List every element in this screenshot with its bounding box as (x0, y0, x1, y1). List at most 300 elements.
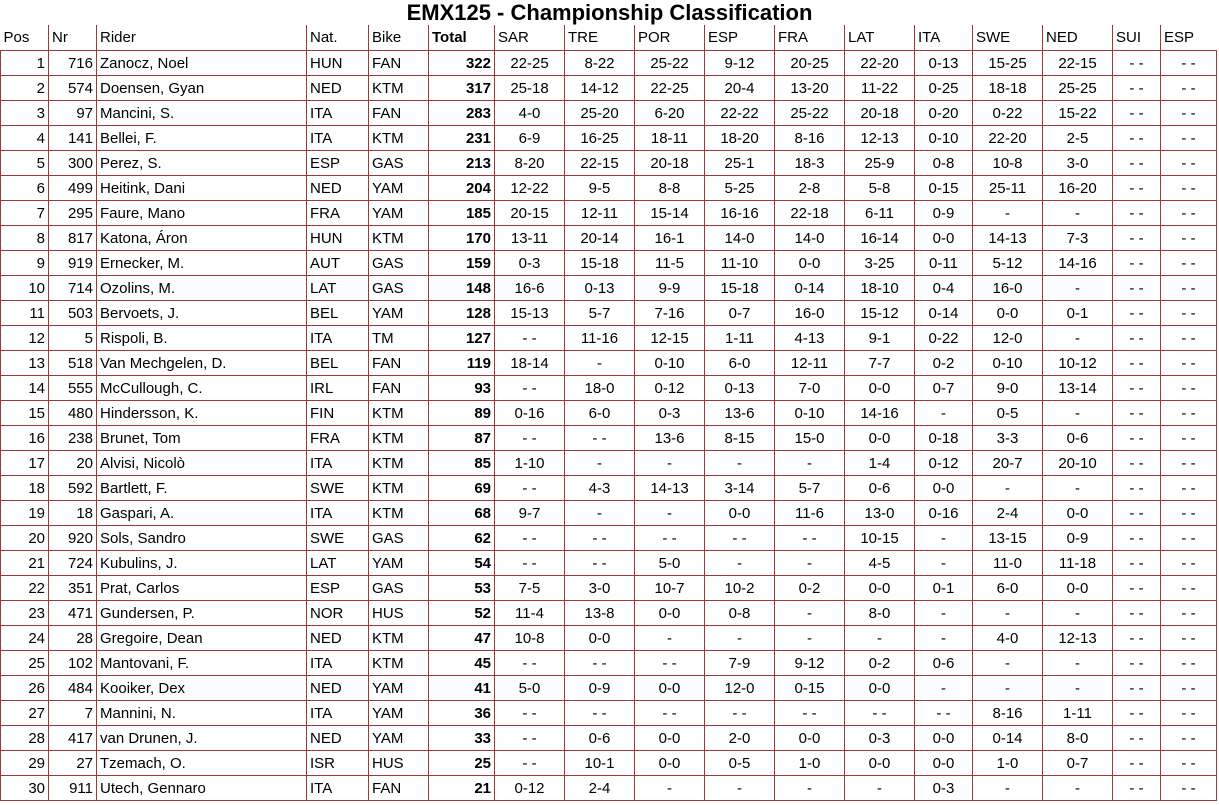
result-cell: - (775, 451, 845, 476)
result-cell: 0-1 (915, 576, 973, 601)
result-cell: 22-20 (845, 51, 915, 76)
table-row (1, 451, 1217, 476)
result-cell: 0-0 (705, 501, 775, 526)
number-cell: 141 (49, 126, 97, 151)
result-cell: 4-0 (495, 101, 565, 126)
result-cell: 0-2 (915, 351, 973, 376)
result-cell: 0-0 (775, 726, 845, 751)
rider-cell: Prat, Carlos (97, 576, 307, 601)
number-cell: 7 (49, 701, 97, 726)
table-row (1, 251, 1217, 276)
result-cell: 6-20 (635, 101, 705, 126)
table-row (1, 776, 1217, 801)
table-row (1, 401, 1217, 426)
result-cell: 8-0 (845, 601, 915, 626)
result-cell: 9-12 (705, 51, 775, 76)
result-cell: - - (1113, 401, 1161, 426)
result-cell: - - (1161, 126, 1217, 151)
rider-cell: Mantovani, F. (97, 651, 307, 676)
total-cell: 69 (429, 476, 495, 501)
nation-cell: ESP (307, 151, 369, 176)
bike-cell: GAS (369, 576, 429, 601)
result-cell: 16-16 (705, 201, 775, 226)
result-cell: - (973, 651, 1043, 676)
result-cell: 8-20 (495, 151, 565, 176)
nation-cell: HUN (307, 51, 369, 76)
nation-cell: NED (307, 626, 369, 651)
table-header-row (1, 25, 1217, 51)
result-cell: 20-25 (775, 51, 845, 76)
result-cell: 22-22 (705, 101, 775, 126)
bike-cell: YAM (369, 726, 429, 751)
result-cell: - - (1161, 251, 1217, 276)
result-cell: - (845, 776, 915, 801)
number-cell: 920 (49, 526, 97, 551)
number-cell: 480 (49, 401, 97, 426)
result-cell: - (635, 776, 705, 801)
result-cell: 0-22 (915, 326, 973, 351)
table-row (1, 101, 1217, 126)
position-cell: 21 (1, 551, 49, 576)
result-cell: 18-20 (705, 126, 775, 151)
result-cell: 13-14 (1043, 376, 1113, 401)
result-cell: - - (1161, 451, 1217, 476)
result-cell: - (775, 551, 845, 576)
result-cell: 22-25 (495, 51, 565, 76)
rider-cell: Faure, Mano (97, 201, 307, 226)
table-row (1, 501, 1217, 526)
page-title: EMX125 - Championship Classification (406, 0, 813, 25)
result-cell: - (705, 451, 775, 476)
position-cell: 5 (1, 151, 49, 176)
rider-cell: Perez, S. (97, 151, 307, 176)
result-cell: 7-7 (845, 351, 915, 376)
result-cell: 0-2 (775, 576, 845, 601)
result-cell: - - (495, 701, 565, 726)
result-cell: - - (495, 476, 565, 501)
number-cell: 18 (49, 501, 97, 526)
result-cell: 14-16 (1043, 251, 1113, 276)
result-cell: - - (495, 751, 565, 776)
table-row (1, 651, 1217, 676)
bike-cell: GAS (369, 526, 429, 551)
position-cell: 7 (1, 201, 49, 226)
result-cell: 0-7 (915, 376, 973, 401)
table-row (1, 626, 1217, 651)
result-cell: 20-18 (845, 101, 915, 126)
total-cell: 68 (429, 501, 495, 526)
result-cell: - (635, 451, 705, 476)
result-cell: - - (1113, 126, 1161, 151)
bike-cell: FAN (369, 376, 429, 401)
result-cell: 0-0 (845, 376, 915, 401)
result-cell: - - (1161, 276, 1217, 301)
result-cell: 9-1 (845, 326, 915, 351)
rider-cell: Mancini, S. (97, 101, 307, 126)
result-cell: 11-6 (775, 501, 845, 526)
nation-cell: NED (307, 726, 369, 751)
result-cell: - - (635, 701, 705, 726)
result-cell: 2-0 (705, 726, 775, 751)
total-cell: 119 (429, 351, 495, 376)
result-cell: 13-11 (495, 226, 565, 251)
bike-cell: GAS (369, 251, 429, 276)
table-row (1, 676, 1217, 701)
total-cell: 33 (429, 726, 495, 751)
position-cell: 27 (1, 701, 49, 726)
result-cell: - - (1113, 476, 1161, 501)
rider-cell: Mannini, N. (97, 701, 307, 726)
position-cell: 18 (1, 476, 49, 501)
position-cell: 2 (1, 76, 49, 101)
result-cell: - (565, 451, 635, 476)
result-cell: 16-25 (565, 126, 635, 151)
result-cell: - (565, 501, 635, 526)
result-cell: 11-0 (973, 551, 1043, 576)
result-cell: - - (565, 526, 635, 551)
result-cell: 22-18 (775, 201, 845, 226)
result-cell: - - (1113, 101, 1161, 126)
result-cell: 0-16 (495, 401, 565, 426)
number-cell: 714 (49, 276, 97, 301)
result-cell: 0-0 (635, 601, 705, 626)
rider-cell: Kooiker, Dex (97, 676, 307, 701)
result-cell: - - (1113, 76, 1161, 101)
result-cell: 0-12 (495, 776, 565, 801)
bike-cell: YAM (369, 201, 429, 226)
bike-cell: FAN (369, 351, 429, 376)
result-cell: - (973, 201, 1043, 226)
result-cell: - (1043, 201, 1113, 226)
rider-cell: Doensen, Gyan (97, 76, 307, 101)
result-cell: 15-0 (775, 426, 845, 451)
total-cell: 47 (429, 626, 495, 651)
result-cell: - - (1113, 376, 1161, 401)
result-cell: 0-14 (775, 276, 845, 301)
rider-cell: Katona, Áron (97, 226, 307, 251)
result-cell: - - (1113, 676, 1161, 701)
total-cell: 128 (429, 301, 495, 326)
result-cell: 1-0 (973, 751, 1043, 776)
result-cell: - (1043, 326, 1113, 351)
rider-cell: Sols, Sandro (97, 526, 307, 551)
result-cell: 20-18 (635, 151, 705, 176)
result-cell: 10-15 (845, 526, 915, 551)
result-cell: 0-0 (845, 676, 915, 701)
result-cell: 14-16 (845, 401, 915, 426)
number-cell: 518 (49, 351, 97, 376)
result-cell: 0-16 (915, 501, 973, 526)
total-cell: 85 (429, 451, 495, 476)
nation-cell: FRA (307, 426, 369, 451)
column-header: FRA (775, 25, 845, 51)
nation-cell: ISR (307, 751, 369, 776)
result-cell: - (845, 626, 915, 651)
bike-cell: HUS (369, 751, 429, 776)
result-cell: 3-14 (705, 476, 775, 501)
result-cell: 0-25 (915, 76, 973, 101)
result-cell: - - (495, 526, 565, 551)
result-cell: 0-0 (1043, 501, 1113, 526)
rider-cell: Gaspari, A. (97, 501, 307, 526)
result-cell: 0-0 (845, 751, 915, 776)
result-cell: - - (1161, 651, 1217, 676)
result-cell: 3-3 (973, 426, 1043, 451)
result-cell: 13-15 (973, 526, 1043, 551)
position-cell: 13 (1, 351, 49, 376)
result-cell: - (915, 676, 973, 701)
number-cell: 484 (49, 676, 97, 701)
position-cell: 24 (1, 626, 49, 651)
table-row (1, 326, 1217, 351)
position-cell: 25 (1, 651, 49, 676)
table-row (1, 576, 1217, 601)
rider-cell: Utech, Gennaro (97, 776, 307, 801)
result-cell: 0-13 (565, 276, 635, 301)
result-cell: - - (1113, 751, 1161, 776)
result-cell: 0-13 (915, 51, 973, 76)
table-row (1, 426, 1217, 451)
table-row (1, 476, 1217, 501)
result-cell: 0-0 (565, 626, 635, 651)
result-cell: - - (845, 701, 915, 726)
result-cell: 16-0 (973, 276, 1043, 301)
position-cell: 11 (1, 301, 49, 326)
position-cell: 20 (1, 526, 49, 551)
number-cell: 295 (49, 201, 97, 226)
result-cell: - (565, 351, 635, 376)
total-cell: 185 (429, 201, 495, 226)
result-cell: - - (775, 526, 845, 551)
total-cell: 231 (429, 126, 495, 151)
position-cell: 26 (1, 676, 49, 701)
result-cell: - - (1161, 751, 1217, 776)
result-cell: 14-13 (635, 476, 705, 501)
result-cell: 8-15 (705, 426, 775, 451)
rider-cell: Rispoli, B. (97, 326, 307, 351)
result-cell: 25-11 (973, 176, 1043, 201)
result-cell: - (915, 601, 973, 626)
result-cell: 8-8 (635, 176, 705, 201)
column-header: SAR (495, 25, 565, 51)
total-cell: 317 (429, 76, 495, 101)
result-cell: - (1043, 601, 1113, 626)
result-cell: - - (635, 526, 705, 551)
result-cell: 12-13 (845, 126, 915, 151)
result-cell: - - (1161, 676, 1217, 701)
result-cell: - - (1113, 701, 1161, 726)
position-cell: 29 (1, 751, 49, 776)
result-cell: - - (1113, 176, 1161, 201)
table-row (1, 551, 1217, 576)
result-cell: 0-7 (705, 301, 775, 326)
number-cell: 817 (49, 226, 97, 251)
nation-cell: LAT (307, 551, 369, 576)
bike-cell: KTM (369, 226, 429, 251)
nation-cell: ITA (307, 326, 369, 351)
nation-cell: NED (307, 76, 369, 101)
result-cell: 7-5 (495, 576, 565, 601)
bike-cell: KTM (369, 651, 429, 676)
rider-cell: Bartlett, F. (97, 476, 307, 501)
result-cell: 0-8 (915, 151, 973, 176)
result-cell: - (705, 626, 775, 651)
result-cell: - - (915, 701, 973, 726)
result-cell: 0-3 (635, 401, 705, 426)
result-cell: - (1043, 676, 1113, 701)
number-cell: 28 (49, 626, 97, 651)
position-cell: 17 (1, 451, 49, 476)
position-cell: 3 (1, 101, 49, 126)
result-cell: 15-25 (973, 51, 1043, 76)
result-cell: 0-9 (1043, 526, 1113, 551)
nation-cell: NED (307, 176, 369, 201)
result-cell: - - (495, 426, 565, 451)
total-cell: 62 (429, 526, 495, 551)
nation-cell: HUN (307, 226, 369, 251)
result-cell: 6-11 (845, 201, 915, 226)
result-cell: 14-12 (565, 76, 635, 101)
result-cell: - - (1161, 551, 1217, 576)
bike-cell: TM (369, 326, 429, 351)
result-cell: 22-15 (1043, 51, 1113, 76)
rider-cell: Bellei, F. (97, 126, 307, 151)
result-cell: - (635, 626, 705, 651)
result-cell: 6-0 (565, 401, 635, 426)
result-cell: - (973, 676, 1043, 701)
total-cell: 54 (429, 551, 495, 576)
bike-cell: YAM (369, 176, 429, 201)
result-cell: 12-13 (1043, 626, 1113, 651)
result-cell: 0-0 (915, 226, 973, 251)
total-cell: 170 (429, 226, 495, 251)
result-cell: - - (1161, 776, 1217, 801)
table-row (1, 51, 1217, 76)
bike-cell: KTM (369, 626, 429, 651)
table-row (1, 226, 1217, 251)
result-cell: - - (1161, 176, 1217, 201)
rider-cell: Hindersson, K. (97, 401, 307, 426)
result-cell: 12-0 (705, 676, 775, 701)
nation-cell: BEL (307, 351, 369, 376)
result-cell: - (775, 626, 845, 651)
result-cell: 5-7 (775, 476, 845, 501)
nation-cell: ITA (307, 701, 369, 726)
number-cell: 592 (49, 476, 97, 501)
result-cell: - (915, 551, 973, 576)
table-row (1, 351, 1217, 376)
total-cell: 322 (429, 51, 495, 76)
result-cell: 3-0 (1043, 151, 1113, 176)
result-cell: 0-0 (915, 751, 973, 776)
result-cell: 15-22 (1043, 101, 1113, 126)
result-cell: - (1043, 476, 1113, 501)
result-cell: 4-13 (775, 326, 845, 351)
result-cell: - - (1113, 776, 1161, 801)
number-cell: 574 (49, 76, 97, 101)
position-cell: 10 (1, 276, 49, 301)
result-cell: 2-4 (565, 776, 635, 801)
result-cell: 18-10 (845, 276, 915, 301)
result-cell: 18-0 (565, 376, 635, 401)
result-cell: 13-0 (845, 501, 915, 526)
result-cell: - - (1113, 601, 1161, 626)
result-cell: 20-14 (565, 226, 635, 251)
result-cell: 1-11 (705, 326, 775, 351)
result-cell: 0-13 (705, 376, 775, 401)
result-cell: - (775, 776, 845, 801)
rider-cell: McCullough, C. (97, 376, 307, 401)
bike-cell: FAN (369, 51, 429, 76)
result-cell: - (973, 776, 1043, 801)
nation-cell: NOR (307, 601, 369, 626)
result-cell: 0-10 (915, 126, 973, 151)
bike-cell: KTM (369, 76, 429, 101)
result-cell: 11-22 (845, 76, 915, 101)
table-body (1, 51, 1217, 801)
bike-cell: KTM (369, 451, 429, 476)
result-cell: - - (1113, 226, 1161, 251)
result-cell: 3-25 (845, 251, 915, 276)
result-cell: 16-0 (775, 301, 845, 326)
result-cell: - - (1113, 351, 1161, 376)
column-header: SWE (973, 25, 1043, 51)
result-cell: 0-15 (915, 176, 973, 201)
result-cell: 8-16 (973, 701, 1043, 726)
result-cell: 18-14 (495, 351, 565, 376)
total-cell: 127 (429, 326, 495, 351)
result-cell: 0-10 (973, 351, 1043, 376)
bike-cell: YAM (369, 301, 429, 326)
result-cell: 18-11 (635, 126, 705, 151)
result-cell: 25-22 (635, 51, 705, 76)
result-cell: 0-15 (775, 676, 845, 701)
result-cell: 22-20 (973, 126, 1043, 151)
result-cell: - - (1161, 226, 1217, 251)
column-header: TRE (565, 25, 635, 51)
nation-cell: BEL (307, 301, 369, 326)
nation-cell: FIN (307, 401, 369, 426)
table-row (1, 526, 1217, 551)
result-cell: 11-10 (705, 251, 775, 276)
result-cell: 8-22 (565, 51, 635, 76)
result-cell: 9-12 (775, 651, 845, 676)
result-cell: 0-9 (915, 201, 973, 226)
total-cell: 283 (429, 101, 495, 126)
result-cell: 2-4 (973, 501, 1043, 526)
result-cell: 14-0 (775, 226, 845, 251)
bike-cell: KTM (369, 401, 429, 426)
result-cell: 14-0 (705, 226, 775, 251)
result-cell: - - (1161, 101, 1217, 126)
nation-cell: AUT (307, 251, 369, 276)
result-cell: 16-14 (845, 226, 915, 251)
result-cell: 16-1 (635, 226, 705, 251)
result-cell: 20-10 (1043, 451, 1113, 476)
result-cell: 8-16 (775, 126, 845, 151)
result-cell: 0-14 (973, 726, 1043, 751)
result-cell: 8-0 (1043, 726, 1113, 751)
result-cell: - - (1113, 626, 1161, 651)
rider-cell: Gundersen, P. (97, 601, 307, 626)
table-row (1, 151, 1217, 176)
result-cell: - - (1113, 326, 1161, 351)
result-cell: - - (1161, 376, 1217, 401)
result-cell: 10-12 (1043, 351, 1113, 376)
table-row (1, 601, 1217, 626)
result-cell: - - (1113, 151, 1161, 176)
number-cell: 27 (49, 751, 97, 776)
